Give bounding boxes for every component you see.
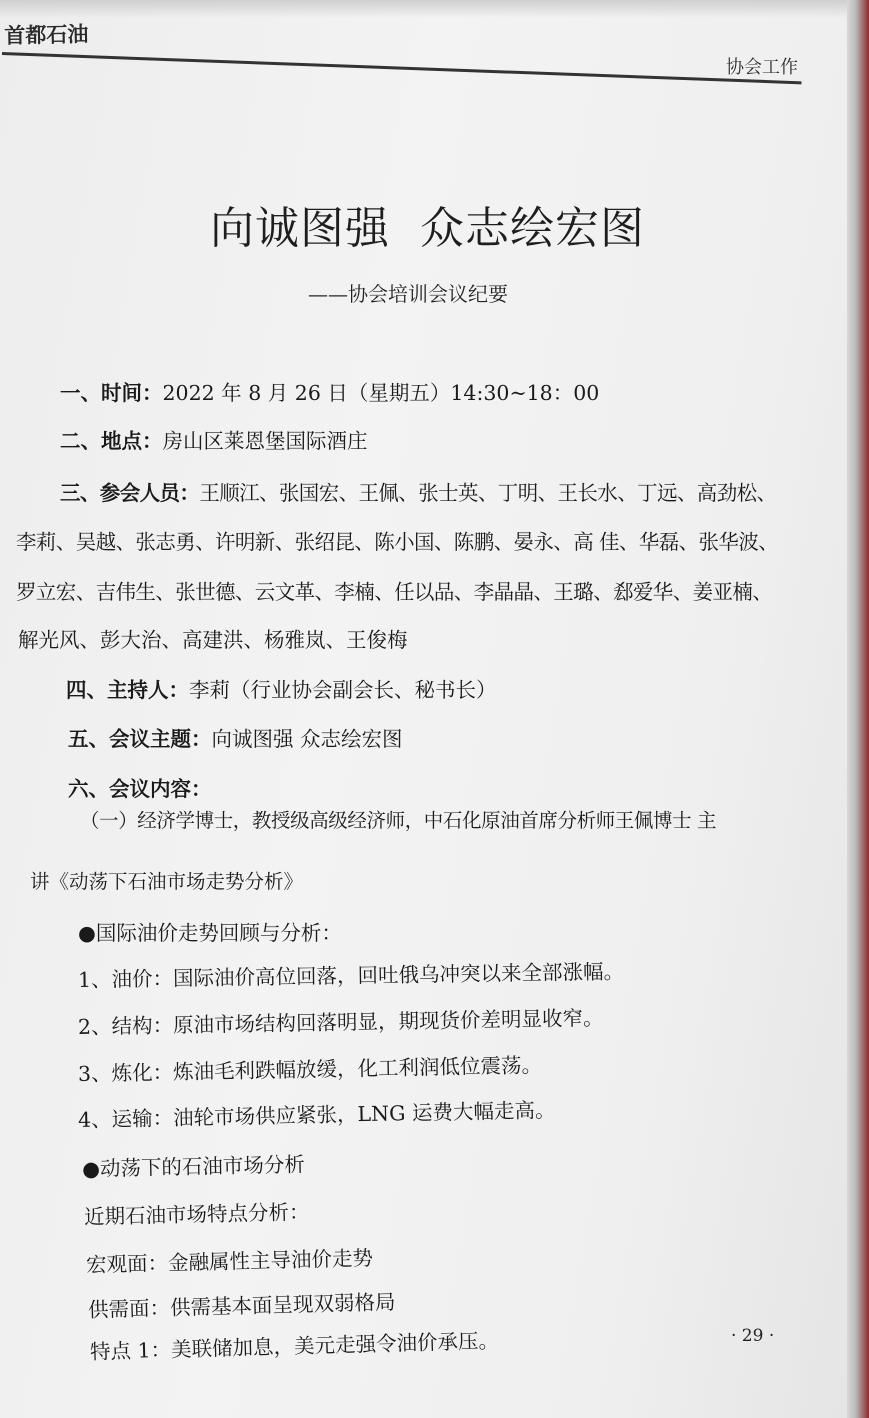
content-line: 1、油价：国际油价高位回落，回吐俄乌冲突以来全部涨幅。 bbox=[77, 959, 625, 992]
book-edge bbox=[847, 0, 869, 1418]
item-host-label: 四、主持人： bbox=[66, 678, 189, 702]
article-title: 向诚图强 众志绘宏图 bbox=[210, 203, 645, 254]
item-attendees bbox=[60, 476, 776, 506]
attendees-line: 解光风、彭大治、高建洪、杨雅岚、王俊梅 bbox=[18, 628, 408, 652]
article-subtitle: ——协会培训会议纪要 bbox=[308, 282, 508, 306]
item-time-label: 一、时间： bbox=[60, 381, 163, 405]
item-location bbox=[60, 424, 368, 454]
content-line: 3、炼化：炼油毛利跌幅放缓，化工利润低位震荡。 bbox=[77, 1053, 543, 1086]
content-line: ●动荡下的石油市场分析 bbox=[81, 1152, 306, 1181]
section-name: 协会工作 bbox=[726, 57, 798, 78]
content-line: 2、结构：原油市场结构回落明显，期现货价差明显收窄。 bbox=[77, 1005, 604, 1039]
content-line: 近期石油市场特点分析： bbox=[83, 1199, 310, 1229]
item-content-label: 六、会议内容： bbox=[68, 777, 212, 801]
item-host-value: 李莉（行业协会副会长、秘书长） bbox=[189, 678, 497, 702]
content-line: 4、运输：油轮市场供应紧张，LNG 运费大幅走高。 bbox=[77, 1098, 556, 1132]
content-line: 供需面：供需基本面呈现双弱格局 bbox=[87, 1289, 396, 1322]
page-number: · 29 · bbox=[731, 1326, 775, 1346]
content-line: 宏观面：金融属性主导油价走势 bbox=[85, 1245, 374, 1277]
item-location-label: 二、地点： bbox=[60, 429, 163, 453]
attendees-line: 罗立宏、吉伟生、张世德、云文革、李楠、任以品、李晶晶、王璐、郄爱华、姜亚楠、 bbox=[16, 580, 773, 604]
page-shadow bbox=[0, 0, 869, 18]
item-theme bbox=[68, 722, 403, 752]
item-attendees-label: 三、参会人员： bbox=[60, 481, 200, 505]
item-time-value: 2022 年 8 月 26 日（星期五）14:30~18：00 bbox=[162, 381, 600, 405]
attendees-line: 李莉、吴越、张志勇、许明新、张绍昆、陈小国、陈鹏、晏永、高 佳、华磊、张华波、 bbox=[16, 530, 779, 554]
content-line: ●国际油价走势回顾与分析： bbox=[78, 921, 342, 945]
item-location-value: 房山区莱恩堡国际酒庄 bbox=[162, 429, 368, 453]
content-line: 讲《动荡下石油市场走势分析》 bbox=[30, 870, 304, 893]
content-line: （一）经济学博士，教授级高级经济师，中石化原油首席分析师王佩博士 主 bbox=[80, 809, 717, 832]
item-theme-value: 向诚图强 众志绘宏图 bbox=[211, 727, 403, 751]
header-rule bbox=[2, 52, 802, 84]
item-time bbox=[60, 376, 599, 406]
content-line: 特点 1：美联储加息，美元走强令油价承压。 bbox=[89, 1328, 500, 1364]
item-host bbox=[66, 673, 497, 703]
item-attendees-value: 王顺江、张国宏、王佩、张士英、丁明、王长水、丁远、高劲松、 bbox=[199, 481, 777, 505]
journal-name: 首都石油 bbox=[4, 22, 89, 48]
item-theme-label: 五、会议主题： bbox=[68, 727, 212, 751]
item-content bbox=[68, 772, 212, 802]
